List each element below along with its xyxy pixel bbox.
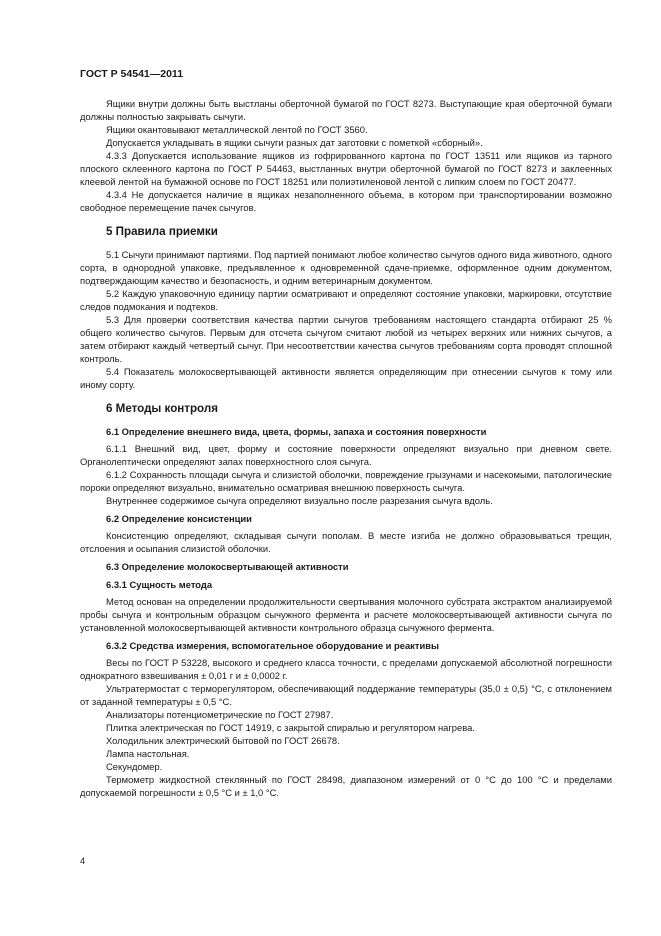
- paragraph: Ящики внутри должны быть выстланы оберточной бумагой по ГОСТ 8273. Выступающие края оберточной бумаги должны полностью закрывать сычуги.: [80, 98, 612, 122]
- paragraph: Секундомер.: [106, 761, 163, 772]
- paragraph: Анализаторы потенциометрические по ГОСТ 27987.: [106, 709, 334, 720]
- subsection-heading: 6.2 Определение консистенции: [106, 513, 252, 524]
- paragraph: 5.2 Каждую упаковочную единицу партии осматривают и определяют состояние упаковки, маркировки, отсутствие следов подмокания и подтеков.: [80, 288, 612, 312]
- paragraph: Допускается укладывать в ящики сычуги разных дат заготовки с пометкой «сборный».: [106, 137, 483, 148]
- paragraph: Плитка электрическая по ГОСТ 14919, с закрытой спиралью и регулятором нагрева.: [106, 722, 475, 733]
- subsection-heading: 6.3.2 Средства измерения, вспомогательное оборудование и реактивы: [106, 640, 439, 651]
- page-number: 4: [80, 856, 86, 866]
- paragraph: Ящики окантовывают металлической лентой по ГОСТ 3560.: [106, 124, 368, 135]
- paragraph: 5.4 Показатель молокосвертывающей активности является определяющим при отнесении сычугов к тому или иному сорту.: [80, 366, 612, 390]
- paragraph: Ультратермостат с терморегулятором, обеспечивающий поддержание температуры (35,0 ± 0,5) °С, с отклонением от заданной температуры ± 0,5 °С.: [80, 683, 612, 707]
- paragraph: Консистенцию определяют, складывая сычуги пополам. В месте изгиба не должно образовываться трещин, отслоения и осыпания слизистой оболочки.: [80, 530, 612, 554]
- paragraph: Весы по ГОСТ Р 53228, высокого и среднего класса точности, с пределами допускаемой абсолютной погрешности однократного взвешивания ± 0,01 г и ± 0,0002 г.: [80, 657, 612, 681]
- paragraph: 5.1 Сычуги принимают партиями. Под партией понимают любое количество сычугов одного вида животного, одного сорта, в однородной упаковке, предъявленное к одновременной сдаче-приемке, оформленное одним документом, подтверждающим качество и безопасность, и одним ветеринарным документом.: [80, 249, 612, 286]
- paragraph: 6.1.1 Внешний вид, цвет, форму и состояние поверхности определяют визуально при дневном свете. Органолептически определяют запах поверхностного слоя сычуга.: [80, 443, 612, 467]
- paragraph: 5.3 Для проверки соответствия качества партии сычугов требованиям настоящего стандарта отбирают 25 % общего количество сычугов. Первым для отсчета сычугом считают любой из четырех верхних или нижних сычугов, а затем отбирают каждый четвертый сычуг. При несоответствии качества сычугов требованиям сорта проводят сплошной контроль.: [80, 314, 612, 364]
- paragraph: Термометр жидкостной стеклянный по ГОСТ 28498, диапазоном измерений от 0 °С до 100 °С и пределами допускаемой погрешности ± 0,5 °С и ± 1,0 °С.: [80, 774, 612, 798]
- paragraph: Внутреннее содержимое сычуга определяют визуально после разрезания сычуга вдоль.: [106, 495, 493, 506]
- paragraph: Метод основан на определении продолжительности свертывания молочного субстрата экстрактом анализируемой пробы сычуга и контрольным образцом сычужного фермента и расчете молокосвертывающей активности сычуга по установленной молокосвертывающей активности контрольного образца сычужного фермента.: [80, 596, 612, 633]
- subsection-heading: 6.3.1 Сущность метода: [106, 579, 213, 590]
- paragraph: 4.3.4 Не допускается наличие в ящиках незаполненного объема, в котором при транспортировании возможно свободное перемещение пачек сычугов.: [80, 189, 612, 213]
- section-heading: 6 Методы контроля: [106, 402, 218, 415]
- subsection-heading: 6.1 Определение внешнего вида, цвета, формы, запаха и состояния поверхности: [106, 426, 487, 437]
- paragraph: Лампа настольная.: [106, 748, 190, 759]
- document-body: [80, 97, 612, 799]
- paragraph: 4.3.3 Допускается использование ящиков из гофрированного картона по ГОСТ 13511 или ящиков из тарного плоского склеенного картона по ГОСТ Р 54463, выстланных внутри оберточной бумагой по ГОСТ 8273 и заклеенных клеевой лентой на бумажной основе по ГОСТ 18251 или полиэтиленовой лентой с липким слоем по ГОСТ 20477.: [80, 150, 612, 187]
- paragraph: 6.1.2 Сохранность площади сычуга и слизистой оболочки, повреждение грызунами и насекомыми, патологические пороки определяют визуально, внимательно осматривая внешнюю поверхность сычуга.: [80, 469, 612, 493]
- document-header: ГОСТ Р 54541—2011: [80, 68, 184, 80]
- paragraph: Холодильник электрический бытовой по ГОСТ 26678.: [106, 735, 340, 746]
- section-heading: 5 Правила приемки: [106, 225, 218, 238]
- subsection-heading: 6.3 Определение молокосвертывающей активности: [106, 561, 349, 572]
